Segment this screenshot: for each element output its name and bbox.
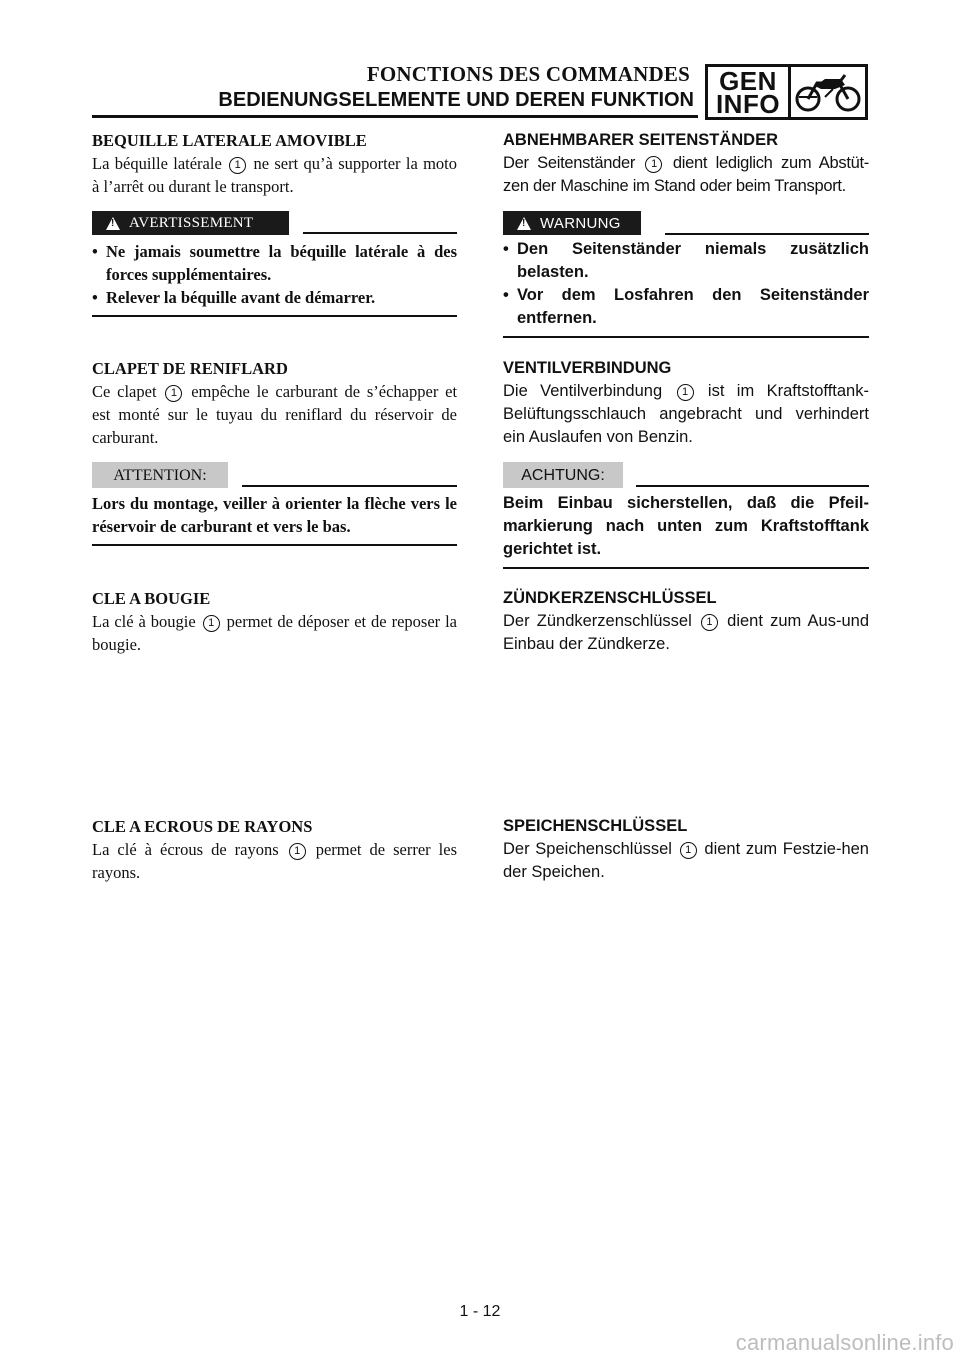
fr-s1-title: BEQUILLE LATERALE AMOVIBLE	[92, 131, 367, 150]
fr-s3-title: CLE A BOUGIE	[92, 589, 211, 608]
watermark: carmanualsonline.info	[735, 1330, 954, 1355]
de-section-spark-plug-wrench	[503, 587, 869, 656]
de-s2-text-a: Die Ventilverbindung	[503, 382, 663, 400]
section-badge-text	[708, 67, 791, 117]
header-rule	[92, 115, 698, 118]
de-s3-text-a: Der Zündkerzenschlüssel	[503, 612, 692, 630]
fr-bullet-2: Relever la béquille avant de démarrer.	[106, 288, 376, 307]
warning-icon: !	[517, 217, 531, 230]
list-item: • Ne jamais soumettre la béquille latérale à des forces supplémentaires.	[92, 242, 457, 284]
de-bullet-1: Den Seitenständer niemals zusätzlich belasten.	[517, 240, 869, 281]
fr-section-spoke-wrench	[92, 815, 457, 884]
warning-icon: !	[106, 217, 120, 230]
de-s4-title: SPEICHENSCHLÜSSEL	[503, 817, 688, 835]
de-attention-label: ACHTUNG:	[503, 462, 623, 488]
fr-warning-list	[92, 240, 457, 309]
header-title-fr: FONCTIONS DES COMMANDES	[366, 62, 690, 86]
fr-s1-text-a: La béquille latérale	[92, 154, 222, 173]
fr-section-breather	[92, 357, 457, 449]
divider	[92, 315, 457, 317]
de-s3-paragraph	[503, 610, 869, 656]
header-title-de: BEDIENUNGSELEMENTE UND DEREN FUNKTION	[218, 89, 694, 111]
fr-s4-text-b: permet de serrer les rayons.	[92, 840, 457, 882]
de-s3-title: ZÜNDKERZENSCHLÜSSEL	[503, 589, 717, 607]
fr-s4-title: CLE A ECROUS DE RAYONS	[92, 817, 313, 836]
fr-section-spark-plug-wrench	[92, 587, 457, 656]
de-s4-text-a: Der Speichenschlüssel	[503, 840, 672, 858]
motorcycle-icon	[791, 67, 865, 117]
ref-number-1: 1	[229, 157, 246, 174]
fr-s2-title: CLAPET DE RENIFLARD	[92, 359, 288, 378]
fr-s4-paragraph	[92, 838, 457, 884]
fr-s1-text-b: ne sert qu’à supporter la moto à l’arrêt ou durant le transport.	[92, 154, 458, 196]
section-badge	[705, 64, 868, 120]
de-s1-title: ABNEHMBARER SEITENSTÄNDER	[503, 131, 779, 149]
list-item: • Den Seitenständer niemals zusätzlich belasten.	[503, 238, 869, 284]
fr-s4-text-a: La clé à écrous de rayons	[92, 840, 279, 859]
ref-number-1: 1	[165, 385, 182, 402]
de-s4-paragraph	[503, 838, 869, 884]
de-section-valve-joint	[503, 357, 869, 449]
divider	[636, 485, 869, 487]
divider	[92, 544, 457, 546]
de-s1-paragraph	[503, 152, 869, 198]
divider	[503, 336, 869, 338]
de-bullet-2: Vor dem Losfahren den Seitenständer entfernen.	[517, 286, 869, 327]
fr-attention-note: Lors du montage, veiller à orienter la flèche vers le réservoir de carburant et vers le bas.	[92, 494, 457, 536]
fr-s3-text-b: permet de déposer et de reposer la bougie.	[92, 612, 457, 654]
ref-number-1: 1	[289, 843, 306, 860]
de-attention-block	[503, 462, 869, 569]
de-s4-text-b: dient zum Festzie-hen der Speichen.	[503, 840, 869, 881]
fr-bullet-1: Ne jamais soumettre la béquille latérale à des forces supplémentaires.	[106, 242, 457, 284]
de-warning-list	[503, 238, 869, 330]
badge-line-1: GEN	[719, 66, 777, 96]
de-s2-paragraph	[503, 380, 869, 449]
divider	[242, 485, 457, 487]
ref-number-1: 1	[645, 156, 662, 173]
fr-s3-text-a: La clé à bougie	[92, 612, 196, 631]
de-warning-label	[503, 211, 641, 235]
de-s2-title: VENTILVERBINDUNG	[503, 359, 672, 377]
list-item: • Vor dem Losfahren den Seitenständer entfernen.	[503, 284, 869, 330]
fr-attention-label: ATTENTION:	[92, 462, 228, 488]
fr-warning-label-text: AVERTISSEMENT	[129, 214, 254, 231]
de-s3-text-b: dient zum Aus-und Einbau der Zündkerze.	[503, 612, 869, 653]
de-warning-label-text: WARNUNG	[540, 214, 621, 232]
de-s2-text-b: ist im Kraftstofftank-Belüftungsschlauch angebracht und verhindert ein Auslaufen von Benzin.	[503, 382, 869, 446]
de-section-spoke-wrench	[503, 815, 869, 884]
fr-attention-block	[92, 462, 457, 546]
ref-number-1: 1	[680, 842, 697, 859]
fr-s3-paragraph	[92, 610, 457, 656]
de-s1-text-a: Der Seitenständer	[503, 154, 636, 172]
fr-warning-block	[92, 211, 457, 317]
divider	[665, 233, 869, 235]
divider	[303, 232, 457, 234]
de-section-side-stand	[503, 129, 869, 198]
fr-warning-label	[92, 211, 289, 235]
fr-s2-text-a: Ce clapet	[92, 382, 157, 401]
ref-number-1: 1	[203, 615, 220, 632]
de-s1-text-b: dient lediglich zum Abstüt-zen der Maschine im Stand oder beim Transport.	[503, 154, 869, 195]
fr-section-side-stand	[92, 129, 457, 198]
page-number: 1 - 12	[459, 1303, 501, 1320]
de-warning-block	[503, 211, 869, 338]
divider	[503, 567, 869, 569]
fr-s2-text-b: empêche le carburant de s’échapper et est monté sur le tuyau du reniflard du réservoir de carburant.	[92, 382, 458, 447]
fr-s2-paragraph	[92, 380, 457, 449]
list-item: • Relever la béquille avant de démarrer.	[92, 288, 376, 307]
ref-number-1: 1	[677, 384, 694, 401]
fr-s1-paragraph	[92, 152, 457, 198]
badge-line-2: INFO	[715, 89, 781, 119]
de-attention-note: Beim Einbau sicherstellen, daß die Pfeil-markierung nach unten zum Kraftstofftank gerichtet ist.	[503, 494, 869, 558]
ref-number-1: 1	[701, 614, 718, 631]
